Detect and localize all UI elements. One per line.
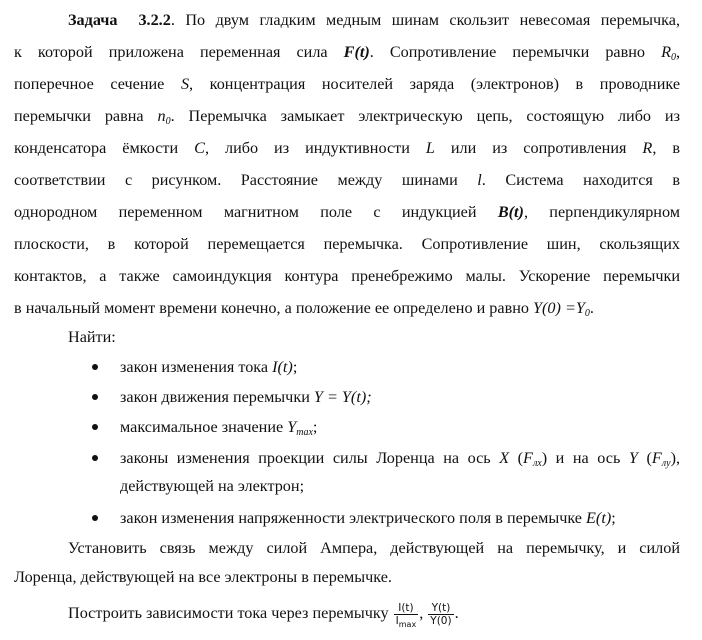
fraction-position: $\frac{Y(t)}{Y(0)}$ (430, 601, 452, 627)
capacitance-symbol: C (194, 139, 205, 157)
problem-line-6: соответствии с рисунком. Расстояние между шинами l. Система находится в (14, 171, 680, 189)
bullet-dot (92, 424, 98, 430)
find-item-efield: закон изменения напряженности электрического поля в перемычке E(t); (120, 509, 616, 527)
initial-position: $Y(0) =Y_0$ (533, 299, 590, 319)
problem-line-2: к которой приложена переменная сила F(t). Сопротивление перемычки равно $R_0$, (14, 43, 681, 63)
find-item-lorentz-cont: действующей на электрон; (120, 477, 305, 495)
find-item-current: закон изменения тока I(t); (120, 358, 298, 376)
find-item-motion: закон движения перемычки Y = Y(t); (120, 388, 372, 406)
bullet-dot (92, 364, 98, 370)
plot-line: Построить зависимости тока через перемычку $\frac{I(t)}{I_{max}}$ , $\frac{Y(t)}{Y(0)}$ . (68, 601, 459, 629)
problem-line-8: плоскости, в которой перемещается перемычка. Сопротивление шин, скользящих (14, 235, 680, 253)
problem-line-4: перемычки равна $n_0$. Перемычка замыкает электрическую цепь, состоящую либо из (14, 107, 680, 127)
problem-number: 3.2.2 (138, 11, 171, 29)
problem-line-7: однородном переменном магнитном поле с индукцией B(t), перпендикулярном (14, 203, 680, 221)
inductance-symbol: L (425, 139, 435, 157)
problem-line-9: контактов, а также самоиндукция контура пренебрежимо малы. Ускорение перемычки (14, 267, 680, 285)
find-title: Найти: (68, 328, 116, 346)
resistance-symbol: R (642, 139, 653, 157)
length-symbol: l (477, 171, 482, 189)
establish-line-1: Установить связь между силой Ампера, действующей на перемычку, и силой (68, 539, 680, 557)
fraction-current: $\frac{I(t)}{I_{max}}$ (395, 601, 417, 629)
bullet-dot (92, 515, 98, 521)
resistance-r0: $R_0$ (661, 43, 676, 63)
establish-line-2: Лоренца, действующей на все электроны в перемычке. (14, 568, 392, 586)
find-item-lorentz: законы изменения проекции силы Лоренца на ось X $(F_{лх})$ и на ось Y $(F_{лy})$, (120, 449, 680, 469)
problem-line-10: в начальный момент времени конечно, а положение ее определено и равно $Y(0) =Y_0$. (14, 299, 594, 319)
problem-label: Задача (68, 11, 118, 29)
find-item-ymax: максимальное значение $Y_{max}$; (120, 418, 318, 438)
cross-section-symbol: S (180, 75, 190, 93)
concentration-symbol: $n_0$ (157, 107, 171, 127)
problem-line-5: конденсатора ёмкости C, либо из индуктивности L или из сопротивления R, в (14, 139, 680, 157)
problem-line-1: Задача 3.2.2. По двум гладким медным шинам скользит невесомая перемычка, (68, 11, 680, 29)
bullet-dot (92, 394, 98, 400)
force-symbol: F(t) (343, 43, 370, 61)
problem-line-3: поперечное сечение S, концентрация носителей заряда (электронов) в проводнике (14, 75, 681, 93)
bullet-dot (92, 455, 98, 461)
magnetic-field-symbol: B(t) (497, 203, 524, 221)
